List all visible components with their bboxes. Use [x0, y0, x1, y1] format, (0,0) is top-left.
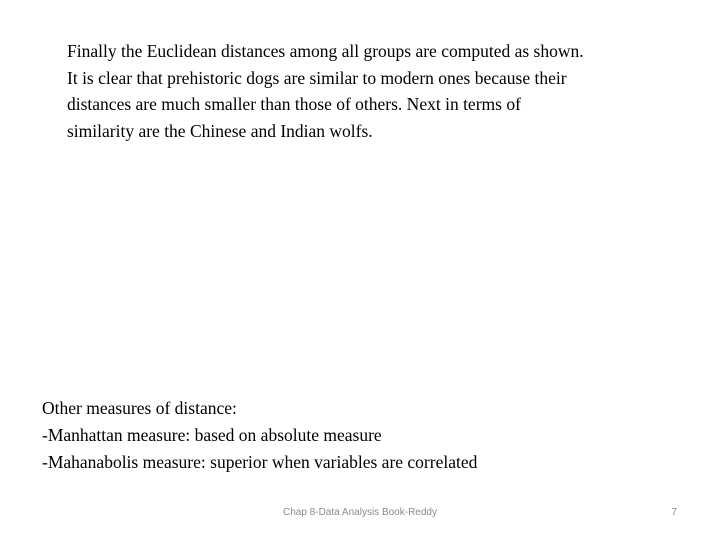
paragraph-line: distances are much smaller than those of others. Next in terms of [67, 94, 521, 114]
other-measures-heading: Other measures of distance: [42, 398, 237, 418]
other-measures-text [42, 395, 682, 476]
manhattan-measure-item: -Manhattan measure: based on absolute measure [42, 425, 382, 445]
paragraph-line: Finally the Euclidean distances among all groups are computed as shown. [67, 41, 584, 61]
intro-paragraph [67, 38, 687, 144]
footer-text: Chap 8-Data Analysis Book-Reddy [283, 507, 437, 518]
mahalanobis-measure-item: -Mahanabolis measure: superior when variables are correlated [42, 452, 478, 472]
paragraph-line: It is clear that prehistoric dogs are similar to modern ones because their [67, 67, 567, 88]
paragraph-line: similarity are the Chinese and Indian wolfs. [67, 120, 373, 141]
page-number: 7 [671, 507, 677, 518]
